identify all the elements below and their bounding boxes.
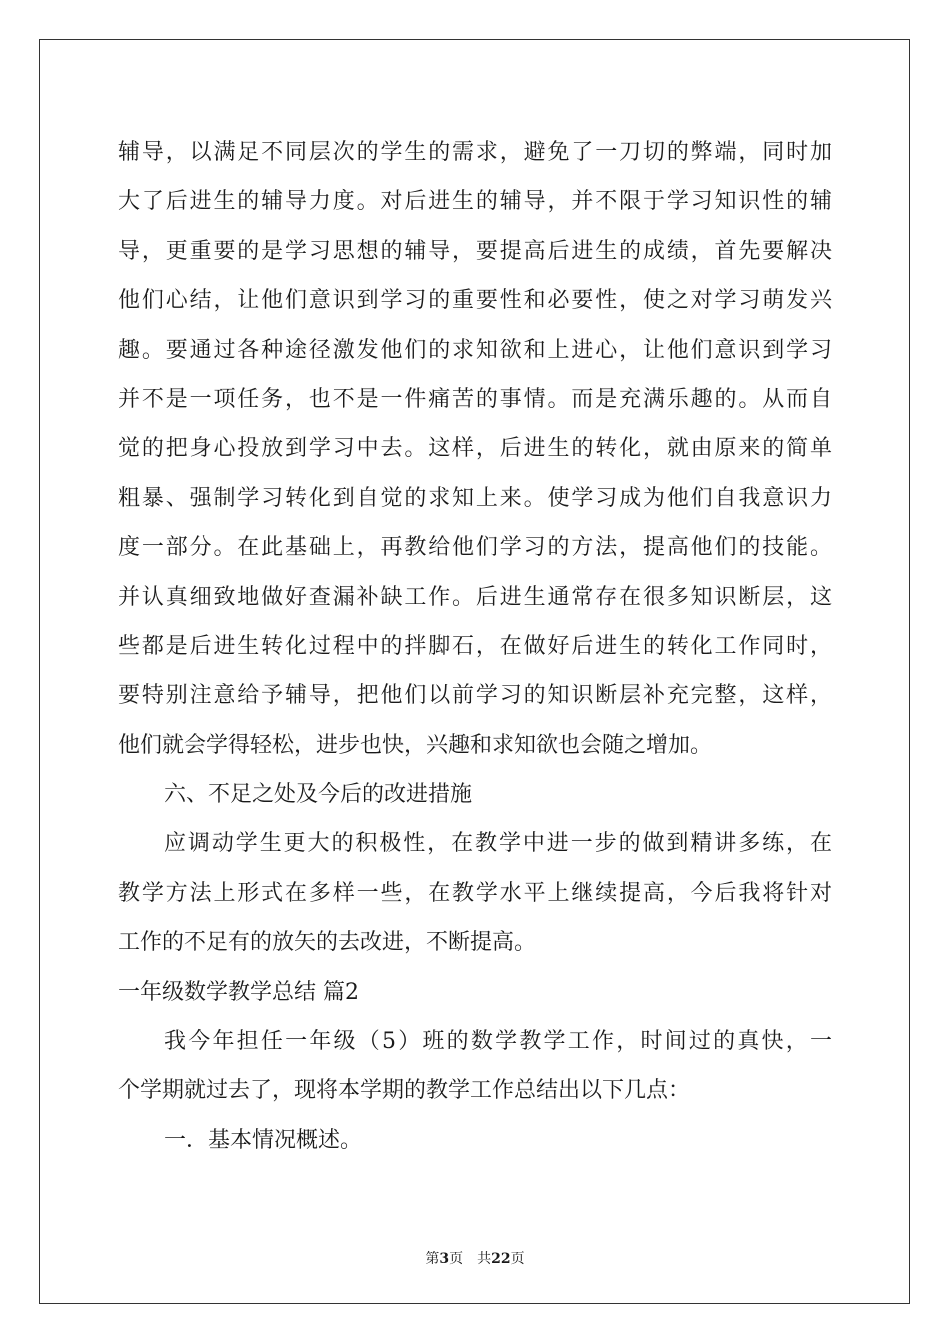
page-footer (0, 1248, 950, 1268)
current-page-number: 3 (439, 1251, 450, 1267)
page-unit: 页 (449, 1251, 464, 1267)
text-line: 并认真细致地做好查漏补缺工作。后进生通常存在很多知识断层，这 (118, 584, 832, 610)
text-line: 他们就会学得轻松，进步也快，兴趣和求知欲也会随之增加。 (118, 732, 713, 758)
text-line: 大了后进生的辅导力度。对后进生的辅导，并不限于学习知识性的辅 (118, 189, 832, 215)
section-heading: 六、不足之处及今后的改进措施 (164, 782, 473, 808)
text-line: 他们心结，让他们意识到学习的重要性和必要性，使之对学习萌发兴 (118, 288, 832, 314)
text-line: 要特别注意给予辅导，把他们以前学习的知识断层补充完整，这样， (118, 683, 832, 709)
text-line: 导，更重要的是学习思想的辅导，要提高后进生的成绩，首先要解决 (118, 238, 832, 264)
text-line: 辅导，以满足不同层次的学生的需求，避免了一刀切的弊端，同时加 (118, 140, 832, 165)
text-line: 粗暴、强制学习转化到自觉的求知上来。使学习成为他们自我意识力 (118, 485, 832, 511)
text-line: 工作的不足有的放矢的去改进，不断提高。 (118, 930, 537, 956)
text-line: 并不是一项任务，也不是一件痛苦的事情。而是充满乐趣的。从而自 (118, 386, 832, 412)
text-line: 度一部分。在此基础上，再教给他们学习的方法，提高他们的技能。 (118, 535, 832, 561)
article-title: 一年级数学教学总结 篇2 (118, 979, 359, 1005)
document-body (118, 128, 832, 1165)
text-line: 教学方法上形式在多样一些，在教学水平上继续提高，今后我将针对 (118, 880, 832, 906)
section-heading: 一．基本情况概述。 (164, 1127, 363, 1153)
text-line: 觉的把身心投放到学习中去。这样，后进生的转化，就由原来的简单 (118, 436, 832, 462)
text-line: 趣。要通过各种途径激发他们的求知欲和上进心，让他们意识到学习 (118, 337, 832, 363)
total-unit: 页 (510, 1251, 525, 1267)
total-prefix: 共 (477, 1251, 492, 1267)
text-line: 应调动学生更大的积极性，在教学中进一步的做到精讲多练，在 (164, 831, 832, 857)
text-line: 个学期就过去了，现将本学期的教学工作总结出以下几点： (118, 1078, 691, 1104)
text-line: 我今年担任一年级（5）班的数学教学工作，时间过的真快，一 (164, 1029, 832, 1055)
page-prefix: 第 (425, 1251, 440, 1267)
text-line: 些都是后进生转化过程中的拌脚石，在做好后进生的转化工作同时， (118, 633, 832, 659)
total-page-count: 22 (491, 1251, 511, 1267)
